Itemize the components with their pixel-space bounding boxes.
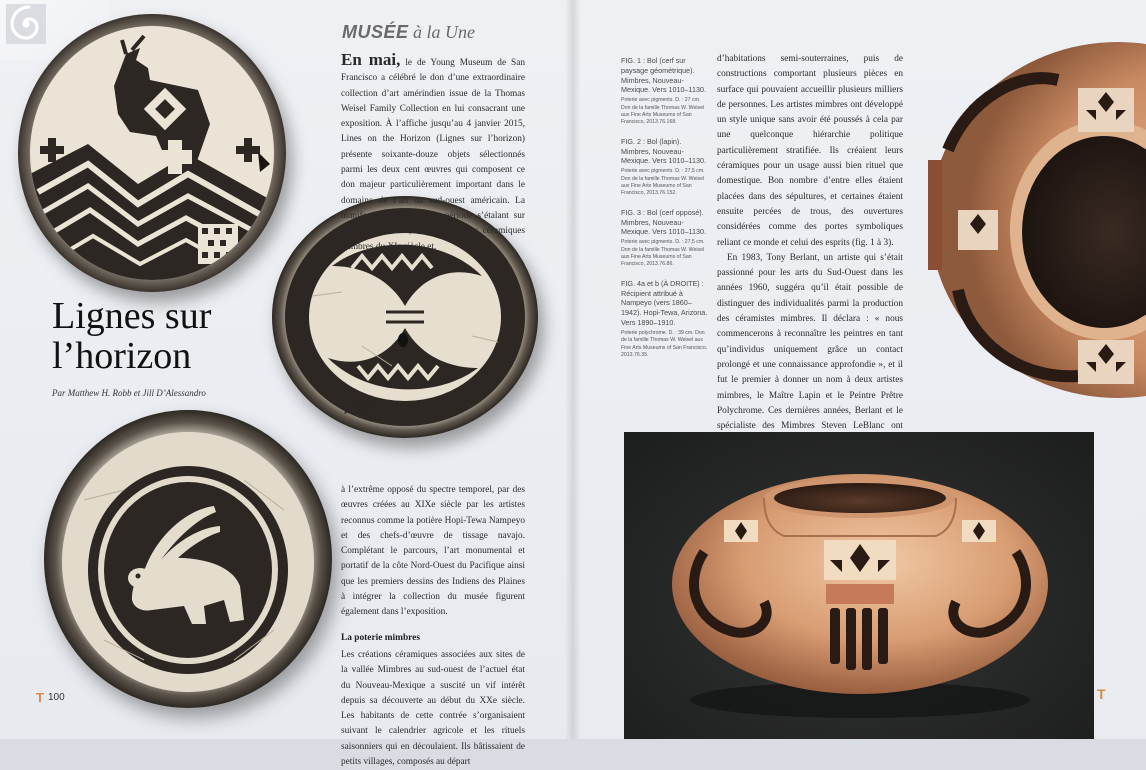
title-line-1: Lignes sur bbox=[52, 295, 212, 337]
caption-detail: Poterie polychrome. D. : 39 cm. Don de la famille Thomas W. Weisel aux Fine Arts Museums of San Francisco, 2013.76.35. bbox=[621, 329, 708, 359]
subheading-mimbres: La poterie mimbres bbox=[341, 632, 420, 643]
bowl-rabbit-image bbox=[44, 410, 332, 708]
intro-column bbox=[341, 52, 525, 255]
mimbres-text: Les créations céramiques associées aux sites de la vallée Mimbres au sud-ouest de l’actuel état du Nouveau-Mexique a suscité un vif intérêt depuis sa découverte au début du XXe siècle. Les habitants de cette contrée s’organisaient suivant le calendrier agricole et les rituels saisonniers qui en découlaient. Ils bâtissaient de petits villages, composés au départ bbox=[341, 649, 525, 768]
nampeyo-jar-image bbox=[624, 432, 1094, 739]
left-page bbox=[0, 0, 573, 768]
t-mark-icon: T bbox=[1097, 686, 1106, 702]
intro-text: le de Young Museum de San Francisco a célébré le don d’une extraordinaire collection d’art amérindien issue de la Thomas Weisel Family Collection en lui consacrant une exposition. À l’affiche jusqu’au 4 janvier 2015, Lines on the Horizon (Lignes sur l’horizon) présente soixante-douze objets sélectionnés parmi les deux cent œuvres qui composent ce don majeur particulièrement important dans le domaine de l’art du sud-ouest américain. La manifestation couvre une période s’étalant sur près de mille ans, évoquée par des céramiques mimbres du XIe siècle et, bbox=[341, 58, 525, 252]
jar-closeup-image bbox=[928, 40, 1146, 400]
caption-detail: Poterie avec pigments. D. : 27 cm. Don de la famille Thomas W. Weisel aux Fine Arts Museums of San Francisco, 2013.76.168. bbox=[621, 97, 705, 126]
caption-detail: Poterie avec pigments. D. : 27,5 cm. Don de la famille Thomas W. Weisel aux Fine Arts Museums of San Francisco, 2013.76.152. bbox=[621, 168, 705, 197]
intro-dropcap: En mai, bbox=[341, 50, 401, 69]
caption-main: FIG. 2 : Bol (lapin). Mimbres, Nouveau-Mexique. Vers 1010–1130. bbox=[621, 136, 706, 166]
caption-fig-4 bbox=[621, 279, 709, 360]
bowl-deer-geometric-image bbox=[18, 14, 286, 292]
continuation-column bbox=[341, 483, 525, 770]
right-paragraph-2: En 1983, Tony Berlant, un artiste qui s’était passionné pour les arts du Sud-Ouest dans les années 1960, suggéra qu’il était possible de distinguer des individualités parmi la production des céramistes mimbres. Il déclara : « nous commencerons à reconnaître les peintres en tant qu’individus uniquement grâce un contact prolongé et une connaissance approfondie », et il fut le premier à donner un nom à deux artistes mimbres, le Maître Lapin et le Peintre Prêtre Polychrome. Ces dernières années, Berlant et le spécialiste des Mimbres Steven LeBlanc ont bbox=[717, 252, 903, 432]
caption-main: FIG. 3 : Bol (cerf opposé). Mimbres, Nouveau-Mexique. Vers 1010–1130. bbox=[621, 207, 706, 237]
caption-fig-2 bbox=[621, 137, 709, 198]
caption-fig-1 bbox=[621, 56, 709, 127]
t-mark-icon: T bbox=[36, 690, 44, 705]
page-gutter bbox=[565, 0, 581, 739]
caption-main: FIG. 4a et b (À DROITE) : Récipient attribué à Nampeyo (vers 1860–1942). Hopi-Tewa, Arizona. Vers 1890–1910. bbox=[621, 278, 708, 328]
caption-main: FIG. 1 : Bol (cerf sur paysage géométrique). Mimbres, Nouveau-Mexique. Vers 1010–1130. bbox=[621, 56, 706, 95]
caption-fig-3 bbox=[621, 208, 709, 269]
section-rubric bbox=[342, 22, 475, 43]
page-folio bbox=[36, 690, 65, 705]
title-line-2: l’horizon bbox=[52, 335, 192, 377]
captions-column bbox=[621, 56, 709, 369]
continuation-text: à l’extrême opposé du spectre temporel, par des œuvres créées au XIXe siècle par les artistes reconnus comme la potière Hopi-Tewa Nampeyo et des chefs-d’œuvre de tissage navajo. Complétant le parcours, l’art monumental et portatif de la côte Nord-Ouest du Pacifique ainsi que les premiers dessins des Indiens des Plaines à intégrer la collection du musée figurent également dans l’exposition. bbox=[341, 485, 525, 618]
caption-detail: Poterie avec pigments. D. : 27,5 cm. Don de la famille Thomas W. Weisel aux Fine Arts Museums of San Francisco, 2013.76.86. bbox=[621, 239, 705, 268]
article-title bbox=[52, 296, 211, 376]
byline: Par Matthew H. Robb et Jill D’Alessandro bbox=[52, 388, 206, 398]
right-paragraph-1: d’habitations semi-souterraines, puis de constructions comportant plusieurs pièces en surface qui pouvaient accueillir plusieurs milliers de personnes. Les artistes mimbres ont développé un style unique sans avoir été poussés à cela par une quelconque hiérarchie politique particulièrement stratifiée. Ils créaient leurs céramiques pour un usage aussi bien rituel que domestique. Bon nombre d’entre elles étaient placées dans des sépultures, et certaines étaient ensuite percées de trous, des ouvertures considérées comme des portes symboliques reliant ce monde et celui des esprits (fig. 1 à 3). bbox=[717, 54, 903, 248]
rubric-emphasis: à la Une bbox=[413, 22, 476, 42]
page-number: 100 bbox=[47, 692, 65, 703]
rubric-strong: MUSÉE bbox=[342, 22, 409, 42]
